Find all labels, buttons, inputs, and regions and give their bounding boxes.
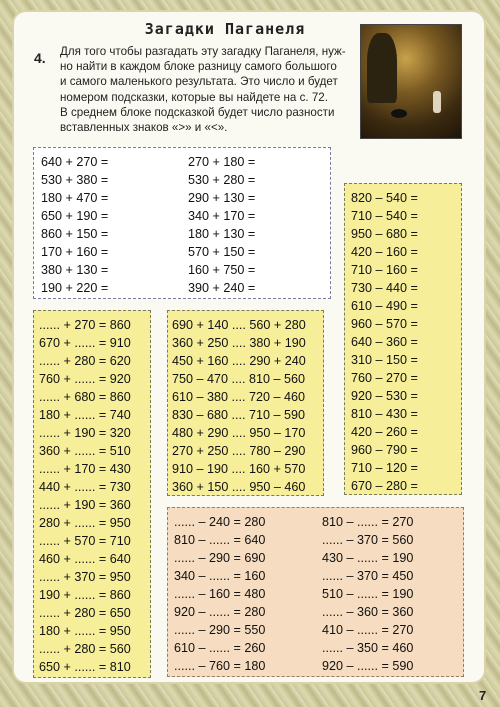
equation-row: ...... – 350 = 460: [322, 641, 414, 655]
equation-row: 480 + 290 .... 950 – 170: [172, 426, 306, 440]
equation-row: 810 – ...... = 640: [174, 533, 266, 547]
equation-row: 430 – ...... = 190: [322, 551, 414, 565]
equation-row: 920 – 530 =: [351, 389, 418, 403]
equation-row: 530 + 380 =: [41, 173, 109, 187]
equation-row: 640 + 270 =: [41, 155, 109, 169]
equation-row: 610 – ...... = 260: [174, 641, 266, 655]
equation-row: 420 – 160 =: [351, 245, 418, 259]
equation-row: 190 + ...... = 860: [39, 588, 131, 602]
equation-row: 180 + ...... = 950: [39, 624, 131, 638]
equation-row: 640 – 360 =: [351, 335, 418, 349]
equation-row: 180 + 130 =: [188, 227, 256, 241]
equation-row: ...... + 170 = 430: [39, 462, 131, 476]
paganel-illustration: [360, 24, 462, 139]
equation-row: 830 – 680 .... 710 – 590: [172, 408, 306, 422]
equation-row: 920 – ...... = 280: [174, 605, 266, 619]
equation-row: 910 – 190 .... 160 + 570: [172, 462, 306, 476]
equation-row: ...... – 290 = 550: [174, 623, 266, 637]
equation-row: 460 + ...... = 640: [39, 552, 131, 566]
equation-row: 410 – ...... = 270: [322, 623, 414, 637]
equation-row: 170 + 160 =: [41, 245, 109, 259]
equation-row: 530 + 280 =: [188, 173, 256, 187]
equation-row: 380 + 130 =: [41, 263, 109, 277]
equation-row: ...... – 240 = 280: [174, 515, 266, 529]
instruction-line: но найти в каждом блоке разницу самого большого: [60, 60, 337, 74]
equation-row: 810 – ...... = 270: [322, 515, 414, 529]
instruction-line: Для того чтобы разгадать эту загадку Паганеля, нуж-: [60, 45, 346, 58]
equation-row: 360 + ...... = 510: [39, 444, 131, 458]
equation-row: 670 – 280 =: [351, 479, 418, 493]
equation-row: 510 – ...... = 190: [322, 587, 414, 601]
equation-row: ...... – 370 = 560: [322, 533, 414, 547]
equation-row: 670 + ...... = 910: [39, 336, 131, 350]
equation-row: ...... + 280 = 560: [39, 642, 131, 656]
equation-row: 760 + ...... = 920: [39, 372, 131, 386]
equation-row: 340 + 170 =: [188, 209, 256, 223]
equation-row: ...... + 280 = 650: [39, 606, 131, 620]
equation-row: ...... + 190 = 320: [39, 426, 131, 440]
equation-row: 920 – ...... = 590: [322, 659, 414, 673]
equation-row: 650 + 190 =: [41, 209, 109, 223]
equation-row: 860 + 150 =: [41, 227, 109, 241]
task-instructions: [60, 44, 350, 135]
equation-row: 190 + 220 =: [41, 281, 109, 295]
equation-row: 440 + ...... = 730: [39, 480, 131, 494]
equation-row: ...... – 160 = 480: [174, 587, 266, 601]
equation-row: 710 – 540 =: [351, 209, 418, 223]
equation-row: 340 – ...... = 160: [174, 569, 266, 583]
page-title: Загадки Паганеля: [144, 20, 306, 38]
equation-row: 810 – 430 =: [351, 407, 418, 421]
equation-row: 360 + 250 .... 380 + 190: [172, 336, 306, 350]
task-number: 4.: [34, 50, 46, 66]
equation-row: 760 – 270 =: [351, 371, 418, 385]
equation-row: 160 + 750 =: [188, 263, 256, 277]
equation-row: 730 – 440 =: [351, 281, 418, 295]
equation-row: ...... – 360 = 360: [322, 605, 414, 619]
equation-row: 570 + 150 =: [188, 245, 256, 259]
equation-row: 420 – 260 =: [351, 425, 418, 439]
equation-row: ...... – 760 = 180: [174, 659, 266, 673]
equation-row: 820 – 540 =: [351, 191, 418, 205]
equation-row: ...... + 680 = 860: [39, 390, 131, 404]
equation-row: 270 + 250 .... 780 – 290: [172, 444, 306, 458]
equation-row: 310 – 150 =: [351, 353, 418, 367]
equation-row: ...... – 290 = 690: [174, 551, 266, 565]
equation-row: 280 + ...... = 950: [39, 516, 131, 530]
equation-row: ...... + 190 = 360: [39, 498, 131, 512]
equation-row: 960 – 570 =: [351, 317, 418, 331]
equation-row: 180 + ...... = 740: [39, 408, 131, 422]
equation-row: ...... + 370 = 950: [39, 570, 131, 584]
equation-row: ...... – 370 = 450: [322, 569, 414, 583]
person-figure: [433, 91, 441, 113]
equation-row: ...... + 570 = 710: [39, 534, 131, 548]
equation-row: 390 + 240 =: [188, 281, 256, 295]
page-number: 7: [479, 688, 487, 703]
instruction-line: номером подсказки, которые вы найдете на с. 72.: [60, 90, 328, 104]
equation-row: ...... + 280 = 620: [39, 354, 131, 368]
equation-row: 270 + 180 =: [188, 155, 256, 169]
equation-row: 360 + 150 .... 950 – 460: [172, 480, 306, 494]
equation-row: 690 + 140 .... 560 + 280: [172, 318, 306, 332]
equation-row: 710 – 120 =: [351, 461, 418, 475]
instruction-line: и самого маленького результата. Это число и будет: [60, 75, 338, 89]
equation-row: 610 – 490 =: [351, 299, 418, 313]
instruction-line: вставленных знаков «>» и «<».: [60, 121, 228, 135]
equation-row: 950 – 680 =: [351, 227, 418, 241]
equation-row: 650 + ...... = 810: [39, 660, 131, 674]
equation-row: 960 – 790 =: [351, 443, 418, 457]
equation-row: 290 + 130 =: [188, 191, 256, 205]
equation-row: 180 + 470 =: [41, 191, 109, 205]
equation-row: ...... + 270 = 860: [39, 318, 131, 332]
equation-row: 710 – 160 =: [351, 263, 418, 277]
equation-row: 450 + 160 .... 290 + 240: [172, 354, 306, 368]
bird-shape: [391, 109, 407, 118]
instruction-line: В среднем блоке подсказкой будет число разности: [60, 105, 335, 119]
equation-row: 750 – 470 .... 810 – 560: [172, 372, 306, 386]
equation-row: 610 – 380 .... 720 – 460: [172, 390, 306, 404]
tree-shape: [367, 33, 397, 103]
